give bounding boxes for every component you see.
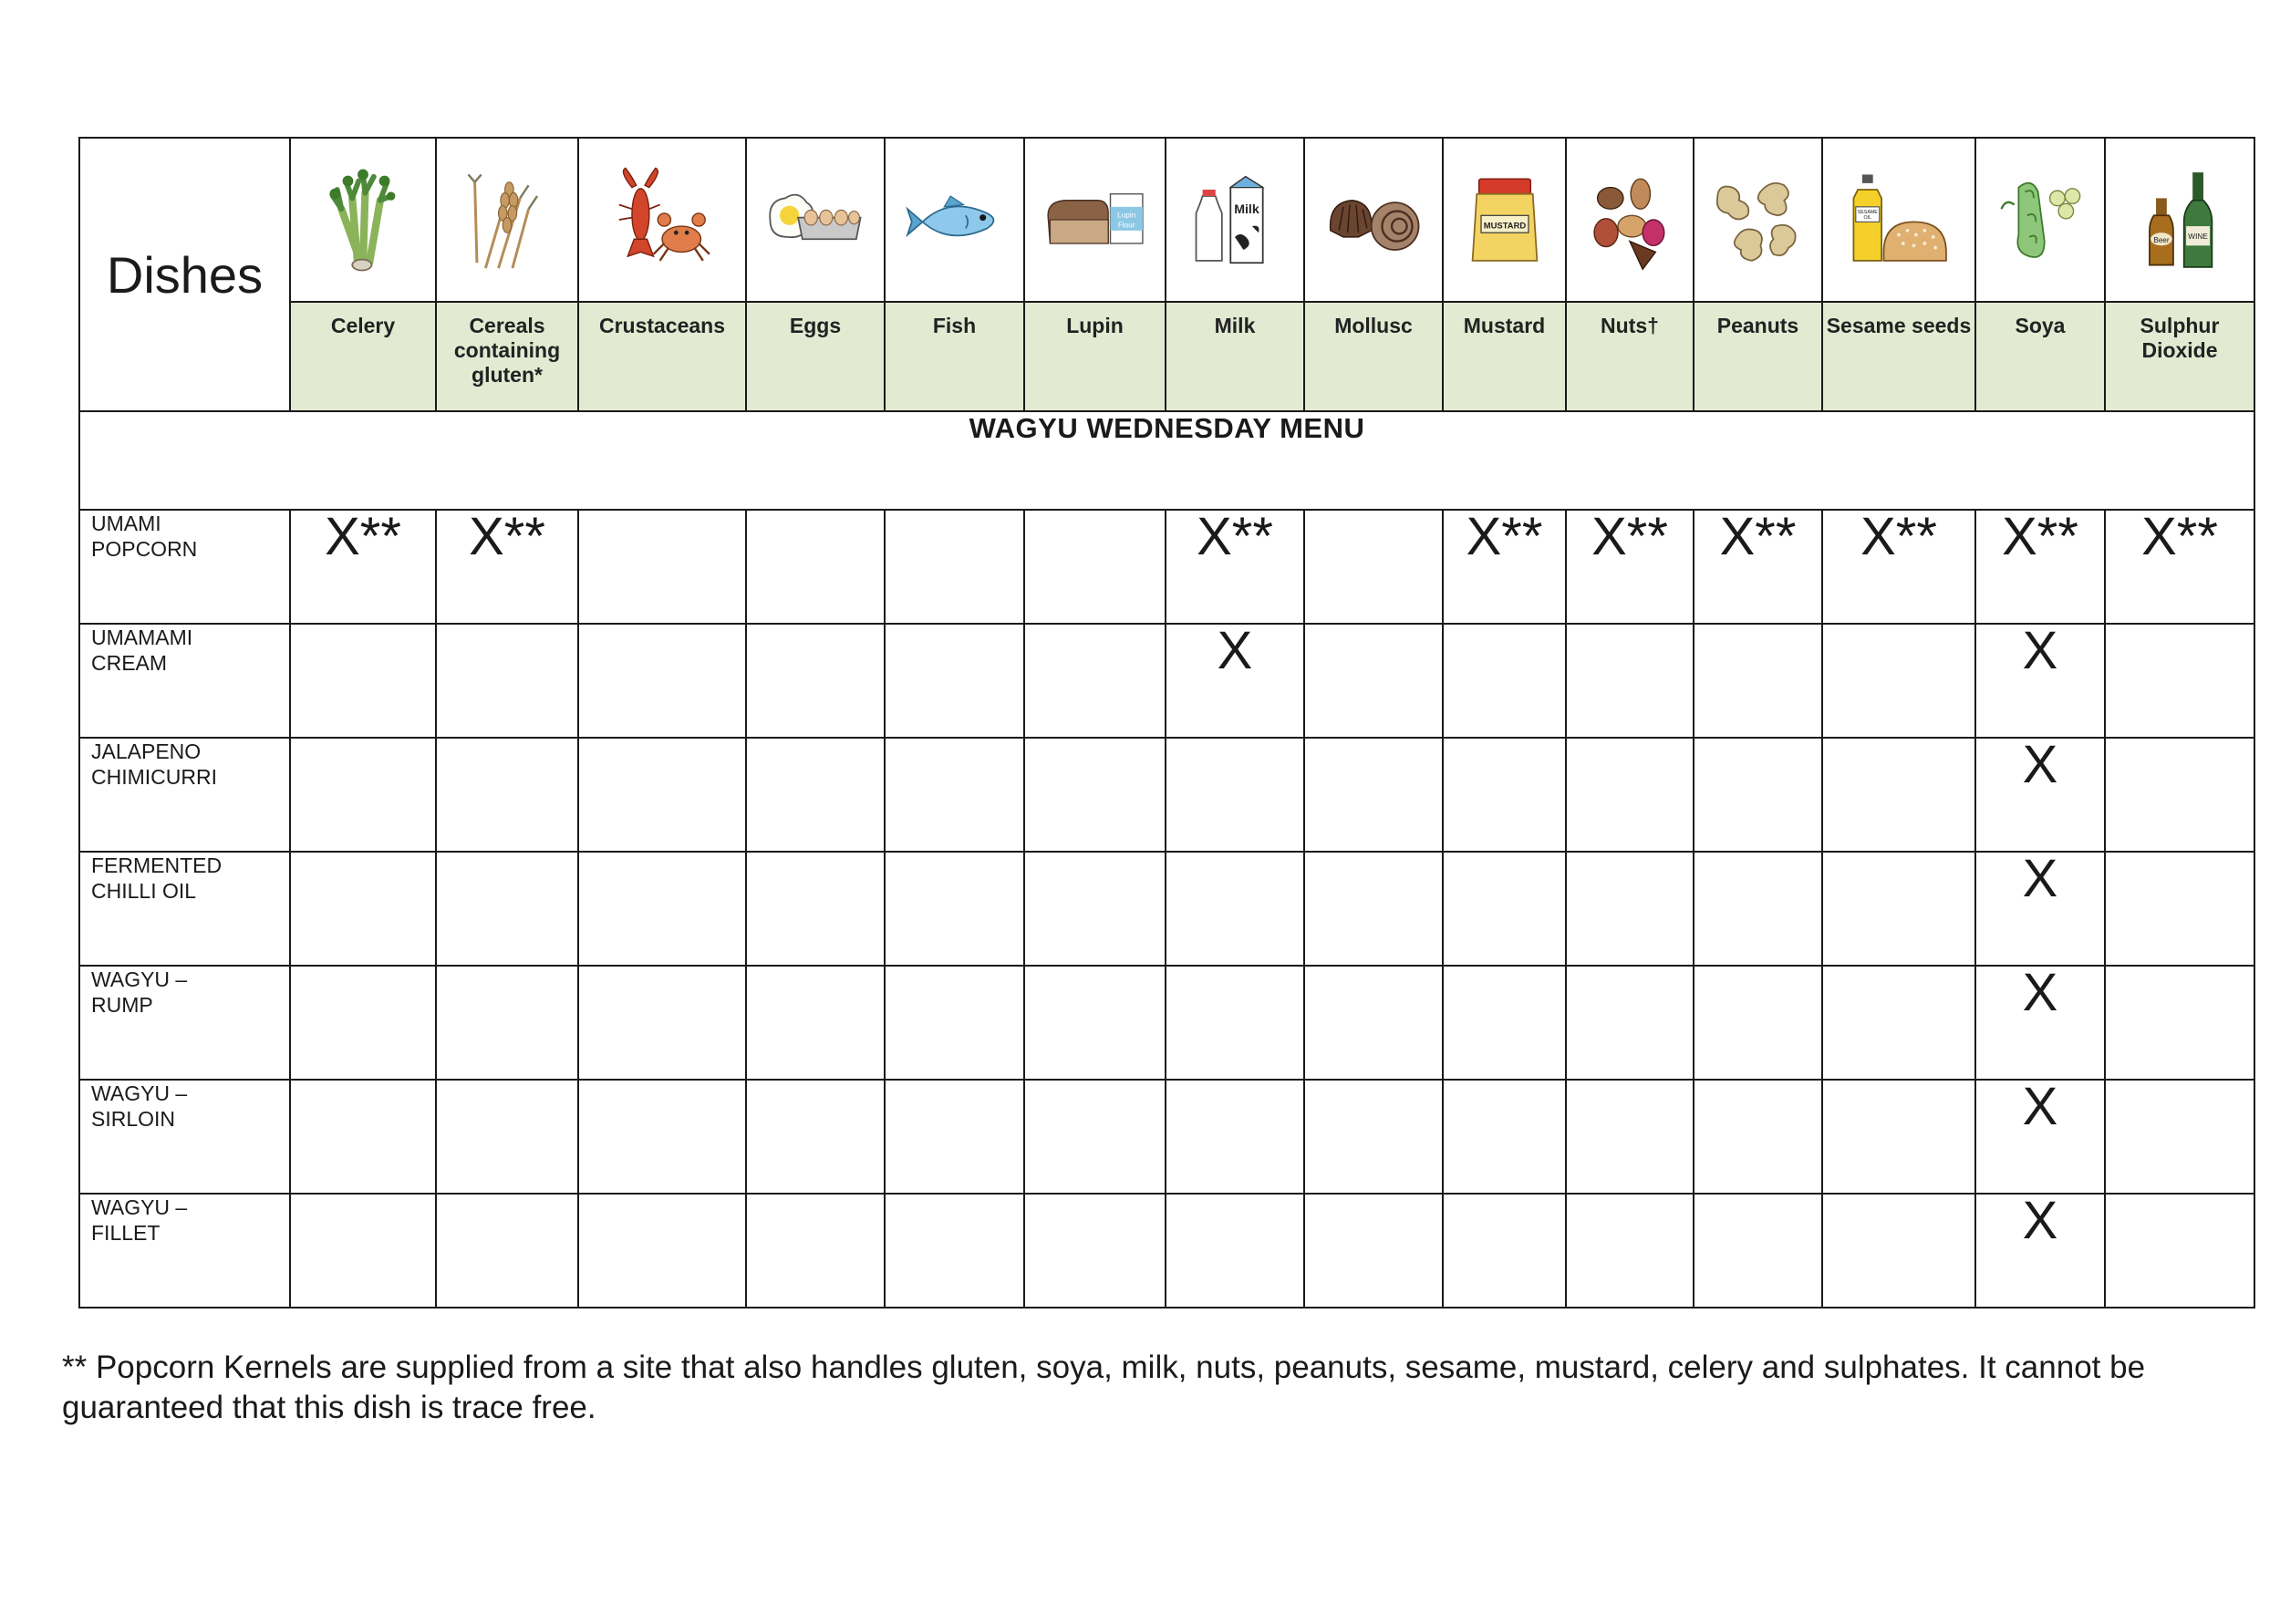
allergen-label: Cereals containing gluten* bbox=[453, 314, 561, 387]
allergen-mark-cell bbox=[1024, 738, 1166, 852]
allergen-mark-cell bbox=[436, 1080, 578, 1194]
celery-icon bbox=[309, 166, 417, 274]
allergen-mark-cell bbox=[1694, 624, 1822, 738]
allergen-label: Soya bbox=[2015, 314, 2066, 337]
allergen-mark-cell bbox=[578, 852, 746, 966]
table-row bbox=[79, 966, 2254, 1080]
allergen-mark-cell bbox=[1304, 1080, 1443, 1194]
allergen-mark-cell bbox=[436, 624, 578, 738]
allergen-label-cell bbox=[2105, 302, 2254, 411]
allergen-mark-cell bbox=[1166, 852, 1304, 966]
allergen-mark-cell bbox=[746, 966, 885, 1080]
beer-wine-icon bbox=[2126, 166, 2233, 274]
allergen-mark-cell bbox=[1694, 1194, 1822, 1308]
allergen-label-cell bbox=[1975, 302, 2105, 411]
allergen-mark-cell bbox=[885, 1080, 1024, 1194]
table-row bbox=[79, 624, 2254, 738]
allergen-mark-cell bbox=[1694, 852, 1822, 966]
allergen-mark-cell bbox=[578, 738, 746, 852]
peanuts-icon bbox=[1705, 166, 1812, 274]
allergen-mark-cell bbox=[1975, 1077, 2105, 1194]
allergen-mark-cell bbox=[2105, 966, 2254, 1080]
allergen-mark-cell bbox=[290, 507, 436, 624]
sesame-oil-bread-icon bbox=[1845, 166, 1953, 274]
allergen-icon-cell bbox=[2105, 138, 2254, 302]
allergen-mark-cell bbox=[746, 624, 885, 738]
dish-name bbox=[79, 1194, 290, 1308]
allergen-label-cell bbox=[1304, 302, 1443, 411]
allergen-mark-cell bbox=[436, 507, 578, 624]
allergen-mark-cell bbox=[1975, 849, 2105, 966]
allergen-mark-cell bbox=[2105, 1080, 2254, 1194]
allergen-mark-cell bbox=[885, 624, 1024, 738]
allergen-mark: X** bbox=[1719, 507, 1797, 566]
allergen-label-cell bbox=[436, 302, 578, 411]
allergen-icon-cell bbox=[290, 138, 436, 302]
allergen-mark-cell bbox=[885, 966, 1024, 1080]
allergen-mark-cell bbox=[1566, 1194, 1694, 1308]
allergen-mark: X bbox=[2022, 1077, 2058, 1136]
allergen-mark-cell bbox=[746, 510, 885, 624]
allergen-mark: X bbox=[2022, 963, 2058, 1022]
allergen-mark: X bbox=[2022, 849, 2058, 908]
allergen-mark-cell bbox=[1566, 1080, 1694, 1194]
allergen-mark: X bbox=[2022, 621, 2058, 680]
svg-text:SESAME: SESAME bbox=[1857, 209, 1878, 215]
allergen-label-cell bbox=[1566, 302, 1694, 411]
allergen-mark-cell bbox=[578, 966, 746, 1080]
allergen-mark-cell bbox=[1024, 1194, 1166, 1308]
allergen-mark-cell bbox=[2105, 507, 2254, 624]
dish-name-text: FERMENTED CHILLI OIL bbox=[91, 853, 223, 903]
allergen-mark-cell bbox=[436, 1194, 578, 1308]
icon-row bbox=[79, 138, 2254, 302]
allergen-mark-cell bbox=[290, 966, 436, 1080]
allergen-mark-cell bbox=[1822, 507, 1975, 624]
allergen-label: Celery bbox=[330, 314, 396, 337]
allergen-mark-cell bbox=[1975, 621, 2105, 738]
allergen-mark-cell bbox=[1304, 510, 1443, 624]
allergen-mark-cell bbox=[1304, 1194, 1443, 1308]
allergen-label: Eggs bbox=[789, 314, 842, 337]
svg-text:MUSTARD: MUSTARD bbox=[1483, 220, 1526, 231]
allergen-mark: X** bbox=[1860, 507, 1937, 566]
dish-name-text: WAGYU – RUMP bbox=[91, 967, 188, 1017]
allergen-label: Lupin bbox=[1066, 314, 1124, 337]
mustard-icon bbox=[1451, 166, 1559, 274]
dish-name-text: WAGYU – SIRLOIN bbox=[91, 1081, 188, 1131]
svg-text:Flour: Flour bbox=[1117, 221, 1135, 230]
allergen-mark-cell bbox=[1024, 852, 1166, 966]
dish-name-text: UMAMAMI CREAM bbox=[91, 626, 193, 675]
allergen-mark-cell bbox=[1566, 507, 1694, 624]
svg-text:Milk: Milk bbox=[1234, 202, 1259, 217]
allergen-icon-cell bbox=[1975, 138, 2105, 302]
allergen-label: Mollusc bbox=[1334, 314, 1413, 337]
allergen-mark-cell bbox=[1024, 624, 1166, 738]
allergen-mark-cell bbox=[1024, 510, 1166, 624]
allergen-mark-cell bbox=[1443, 624, 1566, 738]
allergen-icon-cell bbox=[1443, 138, 1566, 302]
allergen-mark-cell bbox=[578, 1194, 746, 1308]
allergen-mark-cell bbox=[2105, 852, 2254, 966]
allergen-mark-cell bbox=[885, 510, 1024, 624]
allergen-mark: X** bbox=[1197, 507, 1273, 566]
lupin-flour-icon bbox=[1042, 166, 1149, 274]
nuts-icon bbox=[1576, 166, 1684, 274]
allergen-mark-cell bbox=[1304, 624, 1443, 738]
dish-name bbox=[79, 510, 290, 624]
table-row bbox=[79, 510, 2254, 624]
allergen-mark-cell bbox=[578, 624, 746, 738]
allergen-mark-cell bbox=[746, 1080, 885, 1194]
allergen-mark-cell bbox=[1694, 966, 1822, 1080]
allergen-icon-cell bbox=[1694, 138, 1822, 302]
allergen-mark-cell bbox=[578, 1080, 746, 1194]
allergen-mark-cell bbox=[1975, 507, 2105, 624]
allergen-mark-cell bbox=[1822, 852, 1975, 966]
table-row bbox=[79, 738, 2254, 852]
eggs-icon bbox=[762, 166, 869, 274]
menu-title: WAGYU WEDNESDAY MENU bbox=[79, 411, 2254, 510]
allergen-mark: X** bbox=[1591, 507, 1668, 566]
allergen-mark-cell bbox=[1694, 507, 1822, 624]
allergen-icon-cell bbox=[578, 138, 746, 302]
allergen-label: Fish bbox=[932, 314, 977, 337]
allergen-mark: X** bbox=[2002, 507, 2078, 566]
dish-name-text: WAGYU – FILLET bbox=[91, 1195, 188, 1245]
allergen-mark-cell bbox=[1566, 966, 1694, 1080]
footnote: ** Popcorn Kernels are supplied from a site that also handles gluten, soya, milk, nuts, peanuts, sesame, mustard, celery and sulphates. It cannot be guaranteed that this dish is trace free. bbox=[62, 1350, 2146, 1425]
svg-text:Lupin: Lupin bbox=[1116, 211, 1135, 220]
allergen-mark-cell bbox=[1566, 852, 1694, 966]
allergen-mark-cell bbox=[290, 852, 436, 966]
allergen-mark-cell bbox=[1443, 852, 1566, 966]
allergen-mark-cell bbox=[746, 738, 885, 852]
dish-name bbox=[79, 852, 290, 966]
dish-name bbox=[79, 738, 290, 852]
allergen-mark-cell bbox=[1304, 966, 1443, 1080]
allergen-mark-cell bbox=[1443, 1080, 1566, 1194]
allergen-label-cell bbox=[1822, 302, 1975, 411]
allergen-mark: X** bbox=[469, 507, 545, 566]
allergen-mark: X bbox=[2022, 1191, 2058, 1250]
allergen-mark-cell bbox=[1822, 966, 1975, 1080]
allergen-mark-cell bbox=[1024, 966, 1166, 1080]
allergen-mark-cell bbox=[2105, 738, 2254, 852]
lobster-crab-icon bbox=[608, 166, 716, 274]
allergen-label-cell bbox=[290, 302, 436, 411]
allergen-icon-cell bbox=[1304, 138, 1443, 302]
allergen-mark-cell bbox=[578, 510, 746, 624]
allergen-mark-cell bbox=[885, 852, 1024, 966]
allergen-mark-cell bbox=[290, 1080, 436, 1194]
allergen-mark-cell bbox=[290, 738, 436, 852]
allergen-label: Crustaceans bbox=[598, 314, 726, 337]
allergen-mark-cell bbox=[1566, 624, 1694, 738]
allergen-mark-cell bbox=[1166, 738, 1304, 852]
svg-text:WINE: WINE bbox=[2188, 233, 2208, 242]
allergen-mark: X** bbox=[325, 507, 401, 566]
allergen-mark-cell bbox=[1443, 507, 1566, 624]
dish-name bbox=[79, 1080, 290, 1194]
allergen-mark-cell bbox=[746, 852, 885, 966]
svg-text:Beer: Beer bbox=[2153, 235, 2170, 244]
allergen-mark-cell bbox=[1566, 738, 1694, 852]
allergen-icon-cell bbox=[436, 138, 578, 302]
dishes-header bbox=[79, 138, 290, 411]
allergen-mark-cell bbox=[1822, 1194, 1975, 1308]
table-row bbox=[79, 852, 2254, 966]
allergen-label-cell bbox=[746, 302, 885, 411]
allergen-label-cell bbox=[885, 302, 1024, 411]
allergen-mark-cell bbox=[885, 738, 1024, 852]
allergen-mark-cell bbox=[1694, 738, 1822, 852]
allergen-label-cell bbox=[1443, 302, 1566, 411]
fish-icon bbox=[901, 166, 1009, 274]
allergen-mark-cell bbox=[436, 738, 578, 852]
allergen-mark-cell bbox=[885, 1194, 1024, 1308]
allergen-label: Sesame seeds bbox=[1826, 314, 1972, 337]
allergen-mark-cell bbox=[1166, 621, 1304, 738]
allergen-label: Sulphur Dioxide bbox=[2140, 314, 2220, 362]
table-row bbox=[79, 1194, 2254, 1308]
allergen-mark-cell bbox=[1822, 1080, 1975, 1194]
allergen-mark-cell bbox=[290, 1194, 436, 1308]
allergen-label-cell bbox=[578, 302, 746, 411]
allergen-mark-cell bbox=[1166, 1194, 1304, 1308]
allergen-label: Peanuts bbox=[1716, 314, 1799, 337]
allergen-label: Nuts† bbox=[1601, 314, 1659, 337]
allergen-mark-cell bbox=[290, 624, 436, 738]
allergen-mark-cell bbox=[1166, 507, 1304, 624]
allergen-mark-cell bbox=[436, 966, 578, 1080]
allergen-mark: X bbox=[1217, 621, 1253, 680]
shells-icon bbox=[1320, 166, 1427, 274]
allergen-icon-cell bbox=[1166, 138, 1304, 302]
dishes-header-text: Dishes bbox=[106, 245, 264, 304]
allergen-mark: X** bbox=[2141, 507, 2218, 566]
allergen-label-cell bbox=[1024, 302, 1166, 411]
allergen-label-row bbox=[79, 302, 2254, 411]
allergen-label: Mustard bbox=[1463, 314, 1546, 337]
allergen-table bbox=[78, 137, 2255, 1309]
allergen-mark-cell bbox=[1975, 1191, 2105, 1308]
allergen-mark: X bbox=[2022, 735, 2058, 794]
allergen-icon-cell bbox=[1566, 138, 1694, 302]
allergen-mark-cell bbox=[746, 1194, 885, 1308]
allergen-mark-cell bbox=[1166, 966, 1304, 1080]
wheat-icon bbox=[453, 166, 561, 274]
soya-icon bbox=[1986, 166, 2094, 274]
allergen-mark-cell bbox=[1304, 738, 1443, 852]
allergen-mark-cell bbox=[436, 852, 578, 966]
allergen-icon-cell bbox=[746, 138, 885, 302]
allergen-mark-cell bbox=[1304, 852, 1443, 966]
dish-rows bbox=[79, 507, 2254, 1308]
allergen-mark-cell bbox=[1694, 1080, 1822, 1194]
allergen-mark-cell bbox=[1166, 1080, 1304, 1194]
dish-name bbox=[79, 624, 290, 738]
allergen-mark-cell bbox=[2105, 1194, 2254, 1308]
allergen-icon-cell bbox=[1024, 138, 1166, 302]
allergen-mark-cell bbox=[1443, 738, 1566, 852]
allergen-icon-cell bbox=[1822, 138, 1975, 302]
allergen-mark: X** bbox=[1466, 507, 1543, 566]
allergen-mark-cell bbox=[1975, 735, 2105, 852]
allergen-mark-cell bbox=[1443, 966, 1566, 1080]
table-row bbox=[79, 1080, 2254, 1194]
allergen-mark-cell bbox=[1024, 1080, 1166, 1194]
allergen-label: Milk bbox=[1214, 314, 1256, 337]
milk-icon bbox=[1181, 166, 1289, 274]
allergen-icon-cell bbox=[885, 138, 1024, 302]
dish-name-text: JALAPENO CHIMICURRI bbox=[91, 740, 217, 789]
allergen-mark-cell bbox=[1822, 624, 1975, 738]
menu-title-row bbox=[79, 411, 2254, 510]
allergen-mark-cell bbox=[1975, 963, 2105, 1080]
dish-name-text: UMAMI POPCORN bbox=[91, 512, 198, 561]
allergen-label-cell bbox=[1166, 302, 1304, 411]
allergen-label-cell bbox=[1694, 302, 1822, 411]
allergen-mark-cell bbox=[1443, 1194, 1566, 1308]
svg-text:OIL: OIL bbox=[1863, 214, 1872, 221]
dish-name bbox=[79, 966, 290, 1080]
allergen-mark-cell bbox=[2105, 624, 2254, 738]
allergen-mark-cell bbox=[1822, 738, 1975, 852]
